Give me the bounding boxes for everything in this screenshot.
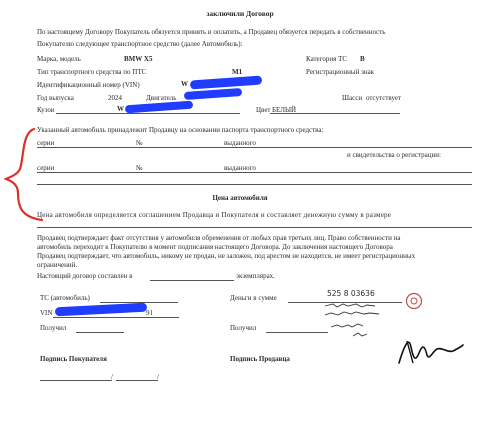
issued-1-label: выданного: [224, 139, 256, 147]
year-value: 2024: [108, 94, 122, 102]
issued-2-label: выданного: [224, 164, 256, 172]
body-label: Кузов: [37, 106, 55, 114]
chassis-value: отсутствует: [366, 94, 402, 102]
make-value: BMW X5: [124, 55, 153, 63]
vin-redaction: [190, 75, 262, 89]
body-line: [56, 113, 240, 114]
color-label: Цвет: [256, 106, 271, 114]
copies-line: [150, 280, 234, 281]
vehicle-label: ТС (автомобиль): [40, 294, 90, 302]
category-value: B: [360, 55, 365, 63]
vin-short-label: VIN: [40, 309, 53, 317]
vin-short-redaction: [55, 303, 147, 317]
buyer-signature-title: Подпись Покупателя: [40, 355, 107, 363]
category-label: Категория ТС: [306, 55, 348, 63]
price-title: Цена автомобиля: [212, 194, 268, 202]
number-1-label: №: [136, 139, 143, 147]
received-1-line: [76, 332, 124, 333]
money-value: 525 8 03636: [327, 289, 375, 298]
stamp-mark: [405, 292, 423, 310]
chassis-label: Шасси: [342, 94, 363, 102]
reg-label: Регистрационный знак: [306, 68, 375, 76]
series-1-label: серии: [37, 139, 55, 147]
price-line: [37, 227, 472, 228]
terms-line-3: Продавец подтверждает, что автомобиль, никому не продан, не заложен, под арестом не находится, не имеет регистрационных: [37, 252, 416, 260]
terms-line-2: автомобиль переходит к Покупателю в момент подписания настоящего Договора. До заключения настоящего Договора: [37, 243, 393, 251]
intro-line-2: Покупателю следующее транспортное средство (далее Автомобиль):: [37, 40, 243, 48]
number-2-label: №: [136, 164, 143, 172]
engine-redaction: [184, 88, 242, 100]
price-text: Цена автомобиля определяется соглашением Продавца и Покупателя и составляет денежную сумму в размере: [37, 211, 392, 219]
copies-label: Настоящий договор составлен в: [37, 272, 133, 280]
body-prefix: W: [117, 105, 124, 113]
ownership-text: Указанный автомобиль принадлежит Продавцу на основании паспорта транспортного средства:: [37, 126, 324, 134]
engine-label: Двигатель: [146, 94, 177, 102]
terms-line-1: Продавец подтверждает факт отсутствия у автомобиля обременения от любых прав третьих лиц. Право собственности на: [37, 234, 401, 242]
buyer-sign-slash: /: [111, 373, 113, 381]
buyer-sign-slash-end: /: [157, 373, 159, 381]
color-line: [270, 113, 400, 114]
reg-cert-label: и свидетельства о регистрации:: [347, 151, 441, 159]
type-value: M1: [232, 68, 243, 76]
series-2-label: серии: [37, 164, 55, 172]
year-label: Год выпуска: [37, 94, 74, 102]
vin-label: Идентификационный номер (VIN): [37, 81, 140, 89]
handwritten-receipt-note: [323, 300, 403, 342]
received-2-line: [266, 332, 328, 333]
terms-line-4: ограничений.: [37, 261, 78, 269]
vin-prefix: W: [181, 80, 188, 88]
received-1-label: Получил: [40, 324, 67, 332]
vin-short-end: 91: [146, 309, 153, 317]
seller-signature-title: Подпись Продавца: [230, 355, 290, 363]
separator-line: [37, 184, 472, 185]
intro-line-1: По настоящему Договору Покупатель обязуется принять и оплатить, а Продавец обязуется передать в собственность: [37, 28, 386, 36]
color-value: БЕЛЫЙ: [272, 106, 297, 114]
type-label: Тип транспортного средства по ПТС: [37, 68, 147, 76]
seller-signature: [395, 333, 465, 371]
received-2-label: Получил: [230, 324, 257, 332]
series-2-line: [37, 172, 472, 173]
doc-header: заключили Договор: [206, 9, 274, 18]
make-label: Марка, модель: [37, 55, 81, 63]
body-redaction: [125, 101, 193, 114]
buyer-sign-line-2: [116, 380, 158, 381]
series-1-line: [37, 147, 472, 148]
copies-end: экземплярах.: [236, 272, 275, 280]
buyer-sign-line-1: [40, 380, 112, 381]
vin-short-line: [53, 317, 179, 318]
money-label: Деньги в сумме: [230, 294, 277, 302]
